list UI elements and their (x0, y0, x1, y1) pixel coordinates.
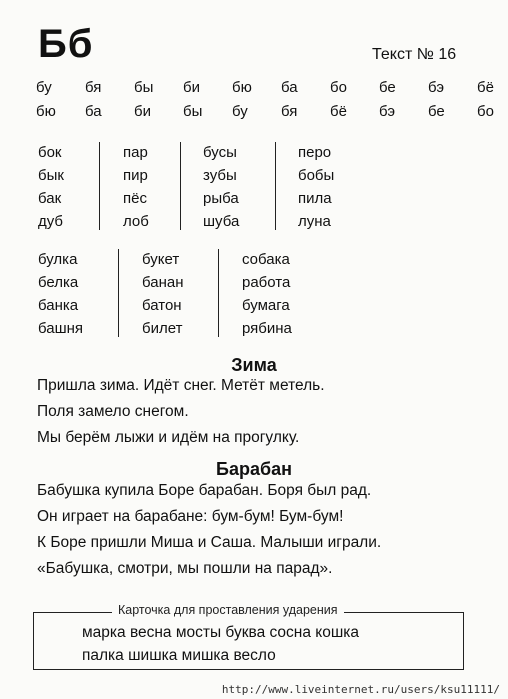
syllable: бе (428, 103, 445, 120)
syllable: бю (232, 79, 252, 96)
syllable: бё (477, 79, 494, 96)
syllable: бю (36, 103, 56, 120)
column-divider (118, 249, 119, 337)
card-words-line: палка шишка мишка весло (82, 647, 276, 664)
word: дуб (38, 213, 64, 230)
word-column-4 (298, 141, 334, 233)
word: работа (242, 274, 291, 291)
word: бусы (203, 144, 237, 161)
story-text (37, 478, 381, 582)
word: рыба (203, 190, 239, 207)
word-column-5 (38, 248, 83, 340)
word-column-3 (203, 141, 239, 233)
letter-heading: Бб (38, 22, 94, 66)
word: батон (142, 297, 182, 314)
story-line: Пришла зима. Идёт снег. Метёт метель. (37, 377, 325, 394)
card-title: Карточка для проставления ударения (112, 603, 344, 617)
syllable: бы (183, 103, 203, 120)
word: пар (123, 144, 148, 161)
word: белка (38, 274, 79, 291)
source-url: http://www.liveinternet.ru/users/ksu11111/ (221, 683, 500, 696)
word: банка (38, 297, 79, 314)
word-column-6 (142, 248, 184, 340)
card-words-line: марка весна мосты буква сосна кошка (82, 624, 360, 641)
syllable-row-1 (36, 79, 508, 96)
word-column-2 (123, 141, 149, 233)
story-text (37, 373, 325, 451)
column-divider (99, 142, 100, 230)
syllable: бо (477, 103, 494, 120)
word: рябина (242, 320, 292, 337)
word: бобы (298, 167, 335, 184)
word: букет (142, 251, 180, 268)
syllable: бя (281, 103, 298, 120)
syllable: бэ (379, 103, 396, 120)
syllable: бэ (428, 79, 445, 96)
word: перо (298, 144, 332, 161)
word: пила (298, 190, 332, 207)
story-line: Мы берём лыжи и идём на прогулку. (37, 429, 300, 446)
syllable: бе (379, 79, 396, 96)
word-column-7 (242, 248, 292, 340)
word: лоб (123, 213, 149, 230)
story-line: «Бабушка, смотри, мы пошли на парад». (37, 560, 333, 577)
syllable: ба (281, 79, 298, 96)
syllable: бу (36, 79, 52, 96)
syllable: бя (85, 79, 102, 96)
word: башня (38, 320, 84, 337)
word: пёс (123, 190, 147, 207)
column-divider (180, 142, 181, 230)
word: шуба (203, 213, 240, 230)
column-divider (275, 142, 276, 230)
syllable: би (183, 79, 200, 96)
word: собака (242, 251, 290, 268)
word: бык (38, 167, 64, 184)
word: банан (142, 274, 184, 291)
column-divider (218, 249, 219, 337)
story-title: Зима (231, 355, 277, 375)
text-number: Текст № 16 (372, 46, 457, 63)
story-title: Барабан (216, 459, 292, 479)
word: булка (38, 251, 78, 268)
word-column-1 (38, 141, 64, 233)
word: бок (38, 144, 62, 161)
word: пир (123, 167, 148, 184)
syllable: бу (232, 103, 248, 120)
word: луна (298, 213, 331, 230)
syllable: бо (330, 79, 347, 96)
syllable: бё (330, 103, 347, 120)
syllable: ба (85, 103, 102, 120)
story-line: Поля замело снегом. (37, 403, 189, 420)
syllable-row-2 (36, 103, 508, 120)
story-line: Он играет на барабане: бум-бум! Бум-бум! (37, 508, 344, 525)
word: зубы (203, 167, 237, 184)
story-line: Бабушка купила Боре барабан. Боря был рад. (37, 482, 372, 499)
word: бумага (242, 297, 290, 314)
story-line: К Боре пришли Миша и Саша. Малыши играли. (37, 534, 382, 551)
syllable: бы (134, 79, 154, 96)
word: билет (142, 320, 183, 337)
word: бак (38, 190, 62, 207)
syllable: би (134, 103, 151, 120)
